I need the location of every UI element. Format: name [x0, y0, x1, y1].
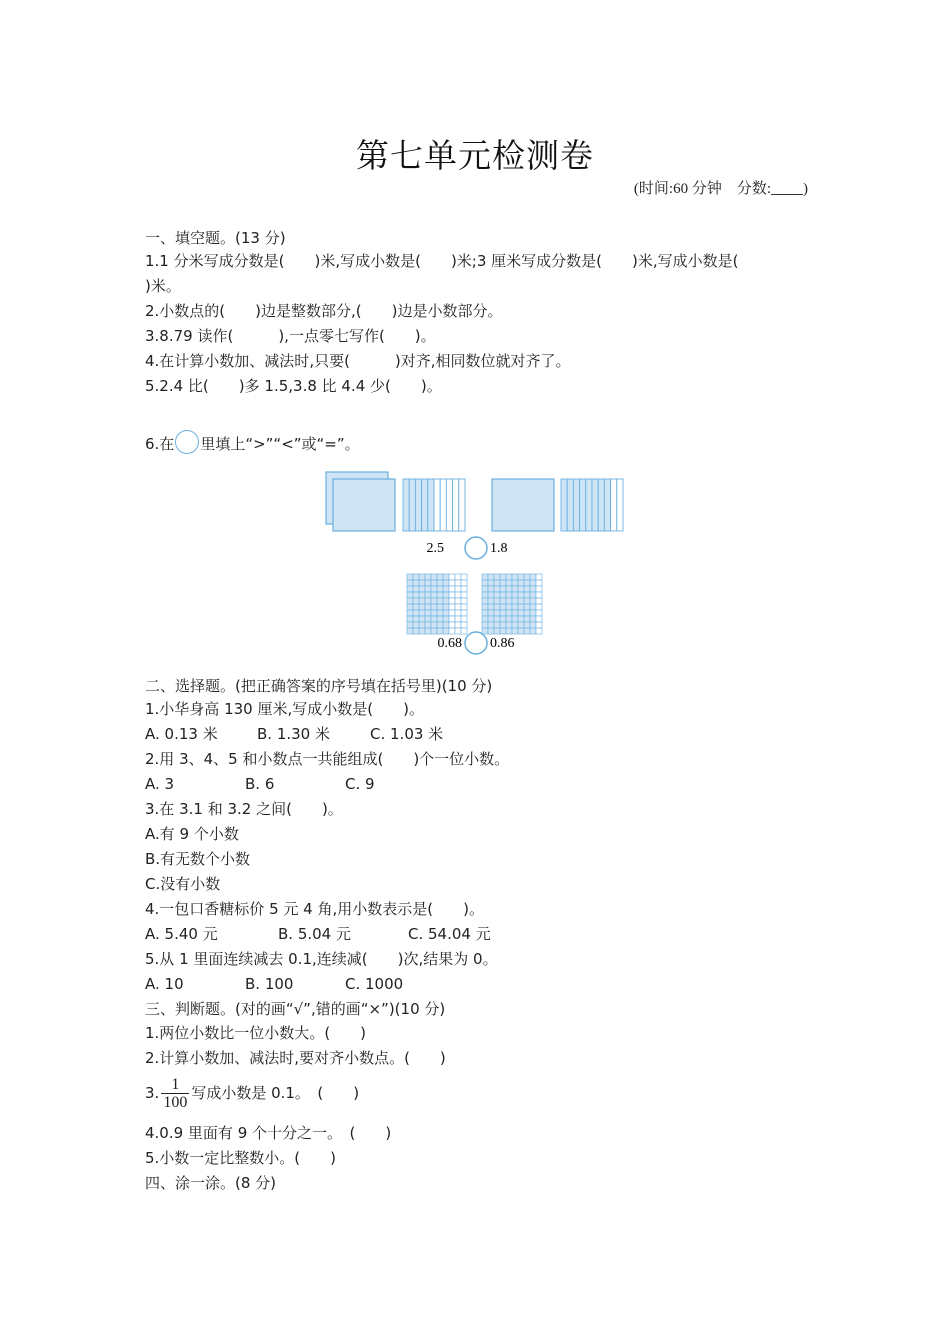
- s3-q3-post: 写成小数是 0.1。 ( ): [191, 1084, 360, 1102]
- grid-cell: [518, 574, 524, 580]
- grid-cell: [461, 574, 467, 580]
- grid-cell: [419, 598, 425, 604]
- grid-cell: [437, 604, 443, 610]
- label-2-5: 2.5: [426, 541, 444, 556]
- grid-cell: [461, 604, 467, 610]
- grid-cell: [506, 586, 512, 592]
- grid-cell: [512, 616, 518, 622]
- grid-cell: [443, 604, 449, 610]
- grid-cell: [425, 622, 431, 628]
- grid-cell: [461, 610, 467, 616]
- s1-q1-cont: )米。: [145, 277, 181, 295]
- grid-cell: [443, 598, 449, 604]
- grid-cell: [506, 610, 512, 616]
- grid-cell: [524, 616, 530, 622]
- grid-cell: [407, 628, 413, 634]
- grid-cell: [455, 592, 461, 598]
- grid-cell: [524, 574, 530, 580]
- grid-cell: [494, 574, 500, 580]
- grid-cell: [500, 616, 506, 622]
- grid-cell: [455, 628, 461, 634]
- grid-cell: [482, 586, 488, 592]
- grid-cell: [407, 616, 413, 622]
- grid-cell: [488, 574, 494, 580]
- tenth-strips-a: [403, 479, 465, 531]
- grid-cell: [449, 580, 455, 586]
- fraction: [161, 1076, 189, 1111]
- grid-cell: [482, 604, 488, 610]
- grid-cell: [419, 628, 425, 634]
- tenth-strip: [611, 479, 617, 531]
- tenth-strip: [580, 479, 586, 531]
- grid-cell: [431, 610, 437, 616]
- grid-cell: [524, 580, 530, 586]
- grid-cell: [512, 586, 518, 592]
- grid-cell: [413, 574, 419, 580]
- grid-cell: [488, 604, 494, 610]
- grid-cell: [500, 610, 506, 616]
- grid-cell: [530, 598, 536, 604]
- grid-cell: [518, 610, 524, 616]
- grid-cell: [494, 628, 500, 634]
- grid-cell: [419, 604, 425, 610]
- exam-meta: [634, 177, 808, 198]
- score-blank[interactable]: [771, 180, 803, 195]
- s3-q2: 2.计算小数加、减法时,要对齐小数点。( ): [145, 1049, 446, 1067]
- grid-cell: [443, 580, 449, 586]
- grid-cell: [494, 580, 500, 586]
- label-0-68: 0.68: [437, 636, 462, 651]
- grid-cell: [407, 622, 413, 628]
- grid-cell: [518, 604, 524, 610]
- hundred-grid-086: [482, 574, 542, 634]
- grid-cell: [494, 604, 500, 610]
- tenth-strip: [592, 479, 598, 531]
- fraction-denominator: 100: [163, 1094, 188, 1111]
- grid-cell: [431, 580, 437, 586]
- s2-q2-opt-c[interactable]: C. 9: [345, 775, 375, 793]
- grid-cell: [455, 604, 461, 610]
- grid-cell: [455, 574, 461, 580]
- grid-cell: [512, 598, 518, 604]
- grid-cell: [425, 610, 431, 616]
- grid-cell: [431, 604, 437, 610]
- tenth-strip: [434, 479, 440, 531]
- tenth-strips-b: [561, 479, 623, 531]
- grid-cell: [431, 622, 437, 628]
- s2-q1: 1.小华身高 130 厘米,写成小数是( )。: [145, 700, 424, 718]
- grid-cell: [518, 580, 524, 586]
- grid-cell: [530, 616, 536, 622]
- s2-q1-opt-b[interactable]: B. 1.30 米: [257, 725, 330, 743]
- grid-cell: [461, 580, 467, 586]
- grid-cell: [518, 598, 524, 604]
- section-1-heading: 一、填空题。(13 分): [145, 229, 286, 247]
- grid-cell: [536, 616, 542, 622]
- grid-cell: [536, 574, 542, 580]
- s3-q4: 4.0.9 里面有 9 个十分之一。 ( ): [145, 1124, 392, 1142]
- grid-cell: [413, 628, 419, 634]
- tenth-strip: [573, 479, 579, 531]
- grid-cell: [437, 580, 443, 586]
- grid-cell: [488, 586, 494, 592]
- grid-cell: [455, 586, 461, 592]
- fraction-numerator: 1: [161, 1076, 189, 1094]
- grid-cell: [407, 598, 413, 604]
- grid-cell: [443, 574, 449, 580]
- grid-cell: [455, 598, 461, 604]
- grid-cell: [530, 592, 536, 598]
- grid-cell: [413, 622, 419, 628]
- grid-cell: [530, 574, 536, 580]
- s1-q3: 3.8.79 读作( ),一点零七写作( )。: [145, 327, 436, 345]
- grid-cell: [512, 604, 518, 610]
- grid-cell: [530, 628, 536, 634]
- grid-cell: [431, 628, 437, 634]
- grid-cell: [455, 622, 461, 628]
- s3-q3-pre: 3.: [145, 1084, 160, 1102]
- s1-q2: 2.小数点的( )边是整数部分,( )边是小数部分。: [145, 302, 503, 320]
- grid-cell: [419, 574, 425, 580]
- tenth-strip: [459, 479, 465, 531]
- tenth-strip: [422, 479, 428, 531]
- grid-cell: [431, 616, 437, 622]
- grid-cell: [437, 616, 443, 622]
- s1-q1: 1.1 分米写成分数是( )米,写成小数是( )米;3 厘米写成分数是( )米,写成小数是(: [145, 252, 739, 270]
- grid-cell: [536, 628, 542, 634]
- grid-cell: [461, 592, 467, 598]
- s2-q5: 5.从 1 里面连续减去 0.1,连续减( )次,结果为 0。: [145, 950, 498, 968]
- s2-q2-opt-a[interactable]: A. 3: [145, 775, 175, 793]
- grid-cell: [419, 592, 425, 598]
- grid-cell: [482, 616, 488, 622]
- grid-cell: [425, 616, 431, 622]
- grid-cell: [413, 586, 419, 592]
- compare-circle-a-icon[interactable]: [465, 537, 487, 559]
- grid-cell: [461, 616, 467, 622]
- grid-cell: [506, 616, 512, 622]
- page-title: 第七单元检测卷: [356, 136, 594, 175]
- grid-cell: [494, 616, 500, 622]
- grid-cell: [455, 616, 461, 622]
- grid-cell: [506, 598, 512, 604]
- tenth-strip: [453, 479, 459, 531]
- s2-q4-opt-c[interactable]: C. 54.04 元: [408, 925, 491, 943]
- grid-cell: [518, 628, 524, 634]
- grid-cell: [500, 574, 506, 580]
- compare-circle-icon: [175, 430, 199, 454]
- grid-cell: [437, 598, 443, 604]
- grid-cell: [425, 628, 431, 634]
- grid-cell: [425, 604, 431, 610]
- grid-cell: [512, 580, 518, 586]
- s3-q3: [145, 1076, 359, 1111]
- grid-cell: [530, 580, 536, 586]
- hundred-grid-068: [407, 574, 467, 634]
- grid-cell: [425, 574, 431, 580]
- grid-cell: [443, 610, 449, 616]
- grid-cell: [512, 574, 518, 580]
- grid-cell: [449, 628, 455, 634]
- s2-q3-opt-a[interactable]: A.有 9 个小数: [145, 825, 239, 843]
- compare-circle-b-icon[interactable]: [465, 632, 487, 654]
- grid-cell: [455, 610, 461, 616]
- grid-cell: [518, 616, 524, 622]
- grid-cell: [482, 592, 488, 598]
- grid-cell: [482, 580, 488, 586]
- s2-q4-opt-b[interactable]: B. 5.04 元: [278, 925, 351, 943]
- grid-cell: [413, 610, 419, 616]
- grid-cell: [425, 598, 431, 604]
- grid-cell: [413, 604, 419, 610]
- grid-cell: [449, 574, 455, 580]
- grid-cell: [419, 622, 425, 628]
- grid-cell: [425, 586, 431, 592]
- grid-cell: [536, 592, 542, 598]
- exam-meta-end: ): [803, 181, 808, 197]
- grid-cell: [461, 598, 467, 604]
- grid-cell: [518, 592, 524, 598]
- s2-q1-opt-a[interactable]: A. 0.13 米: [145, 725, 218, 743]
- grid-cell: [500, 592, 506, 598]
- grid-cell: [419, 580, 425, 586]
- tenth-strip: [586, 479, 592, 531]
- grid-cell: [512, 610, 518, 616]
- grid-cell: [449, 616, 455, 622]
- grid-cell: [536, 610, 542, 616]
- grid-cell: [443, 592, 449, 598]
- tenth-strip: [415, 479, 421, 531]
- grid-cell: [431, 574, 437, 580]
- grid-cell: [494, 598, 500, 604]
- tenth-strip: [440, 479, 446, 531]
- s2-q5-opt-b[interactable]: B. 100: [245, 975, 294, 993]
- s2-q3-opt-b[interactable]: B.有无数个小数: [145, 850, 251, 868]
- grid-cell: [443, 586, 449, 592]
- section-4-heading: 四、涂一涂。(8 分): [145, 1174, 277, 1192]
- grid-cell: [413, 580, 419, 586]
- grid-cell: [518, 622, 524, 628]
- grid-cell: [407, 604, 413, 610]
- grid-cell: [536, 622, 542, 628]
- grid-cell: [449, 622, 455, 628]
- grid-cell: [407, 610, 413, 616]
- grid-cell: [524, 592, 530, 598]
- tenth-strip: [403, 479, 409, 531]
- tenth-strip: [409, 479, 415, 531]
- s2-q4: 4.一包口香糖标价 5 元 4 角,用小数表示是( )。: [145, 900, 484, 918]
- grid-cell: [524, 598, 530, 604]
- grid-cell: [524, 610, 530, 616]
- s1-q5: 5.2.4 比( )多 1.5,3.8 比 4.4 少( )。: [145, 377, 442, 395]
- grid-cell: [518, 586, 524, 592]
- grid-cell: [524, 628, 530, 634]
- unit-square-2: [333, 479, 395, 531]
- grid-cell: [443, 628, 449, 634]
- s2-q5-opt-c[interactable]: C. 1000: [345, 975, 404, 993]
- grid-cell: [488, 616, 494, 622]
- grid-cell: [488, 628, 494, 634]
- tenth-strip: [561, 479, 567, 531]
- grid-cell: [488, 610, 494, 616]
- grid-cell: [494, 586, 500, 592]
- grid-cell: [488, 592, 494, 598]
- grid-cell: [437, 622, 443, 628]
- grid-cell: [461, 622, 467, 628]
- grid-cell: [407, 592, 413, 598]
- grid-cell: [500, 586, 506, 592]
- section-3-heading: 三、判断题。(对的画“√”,错的画“×”)(10 分): [145, 1000, 446, 1018]
- grid-cell: [494, 592, 500, 598]
- grid-cell: [512, 622, 518, 628]
- grid-cell: [419, 610, 425, 616]
- grid-cell: [413, 598, 419, 604]
- s2-q2-opt-b[interactable]: B. 6: [245, 775, 275, 793]
- grid-cell: [500, 580, 506, 586]
- grid-cell: [455, 580, 461, 586]
- grid-cell: [443, 622, 449, 628]
- grid-cell: [506, 628, 512, 634]
- tenth-strip: [604, 479, 610, 531]
- grid-cell: [419, 616, 425, 622]
- s1-q6-pre: 6.在: [145, 435, 175, 453]
- label-1-8: 1.8: [490, 541, 508, 556]
- grid-cell: [431, 592, 437, 598]
- s2-q2: 2.用 3、4、5 和小数点一共能组成( )个一位小数。: [145, 750, 510, 768]
- grid-cell: [407, 574, 413, 580]
- grid-cell: [536, 604, 542, 610]
- tenth-strip: [617, 479, 623, 531]
- grid-cell: [431, 598, 437, 604]
- s2-q3-opt-c[interactable]: C.没有小数: [145, 875, 221, 893]
- grid-cell: [407, 580, 413, 586]
- decimal-figure: [320, 466, 630, 658]
- grid-cell: [425, 592, 431, 598]
- grid-cell: [512, 592, 518, 598]
- s3-q1: 1.两位小数比一位小数大。( ): [145, 1024, 367, 1042]
- grid-cell: [494, 622, 500, 628]
- grid-cell: [494, 610, 500, 616]
- grid-cell: [482, 598, 488, 604]
- grid-cell: [413, 592, 419, 598]
- grid-cell: [431, 586, 437, 592]
- grid-cell: [506, 574, 512, 580]
- grid-cell: [437, 610, 443, 616]
- s2-q1-opt-c[interactable]: C. 1.03 米: [370, 725, 444, 743]
- grid-cell: [524, 604, 530, 610]
- grid-cell: [437, 574, 443, 580]
- grid-cell: [536, 580, 542, 586]
- s2-q5-opt-a[interactable]: A. 10: [145, 975, 184, 993]
- grid-cell: [482, 574, 488, 580]
- grid-cell: [488, 622, 494, 628]
- grid-cell: [407, 586, 413, 592]
- grid-cell: [506, 604, 512, 610]
- s2-q4-opt-a[interactable]: A. 5.40 元: [145, 925, 218, 943]
- grid-cell: [488, 580, 494, 586]
- grid-cell: [524, 586, 530, 592]
- grid-cell: [500, 628, 506, 634]
- grid-cell: [449, 598, 455, 604]
- grid-cell: [413, 616, 419, 622]
- grid-cell: [536, 598, 542, 604]
- grid-cell: [512, 628, 518, 634]
- grid-cell: [530, 604, 536, 610]
- grid-cell: [437, 586, 443, 592]
- s3-q5: 5.小数一定比整数小。( ): [145, 1149, 337, 1167]
- grid-cell: [482, 622, 488, 628]
- tenth-strip: [428, 479, 434, 531]
- grid-cell: [506, 592, 512, 598]
- exam-meta-text: (时间:60 分钟 分数:: [633, 181, 771, 197]
- grid-cell: [536, 586, 542, 592]
- grid-cell: [500, 598, 506, 604]
- grid-cell: [500, 604, 506, 610]
- grid-cell: [530, 622, 536, 628]
- tenth-strip: [598, 479, 604, 531]
- label-0-86: 0.86: [490, 636, 515, 651]
- s2-q3: 3.在 3.1 和 3.2 之间( )。: [145, 800, 343, 818]
- grid-cell: [443, 616, 449, 622]
- grid-cell: [437, 628, 443, 634]
- s1-q6-post: 里填上“>”“<”或“=”。: [200, 435, 360, 453]
- grid-cell: [488, 598, 494, 604]
- section-2-heading: 二、选择题。(把正确答案的序号填在括号里)(10 分): [145, 677, 493, 695]
- grid-cell: [449, 586, 455, 592]
- tenth-strip: [567, 479, 573, 531]
- grid-cell: [449, 610, 455, 616]
- grid-cell: [482, 628, 488, 634]
- grid-cell: [524, 622, 530, 628]
- grid-cell: [449, 604, 455, 610]
- grid-cell: [530, 586, 536, 592]
- grid-cell: [419, 586, 425, 592]
- tenth-strip: [446, 479, 452, 531]
- grid-cell: [530, 610, 536, 616]
- grid-cell: [506, 622, 512, 628]
- unit-square-3: [492, 479, 554, 531]
- grid-cell: [461, 586, 467, 592]
- grid-cell: [461, 628, 467, 634]
- s1-q4: 4.在计算小数加、减法时,只要( )对齐,相同数位就对齐了。: [145, 352, 571, 370]
- grid-cell: [449, 592, 455, 598]
- grid-cell: [437, 592, 443, 598]
- grid-cell: [500, 622, 506, 628]
- grid-cell: [506, 580, 512, 586]
- grid-cell: [482, 610, 488, 616]
- s1-q6: [145, 430, 360, 454]
- grid-cell: [425, 580, 431, 586]
